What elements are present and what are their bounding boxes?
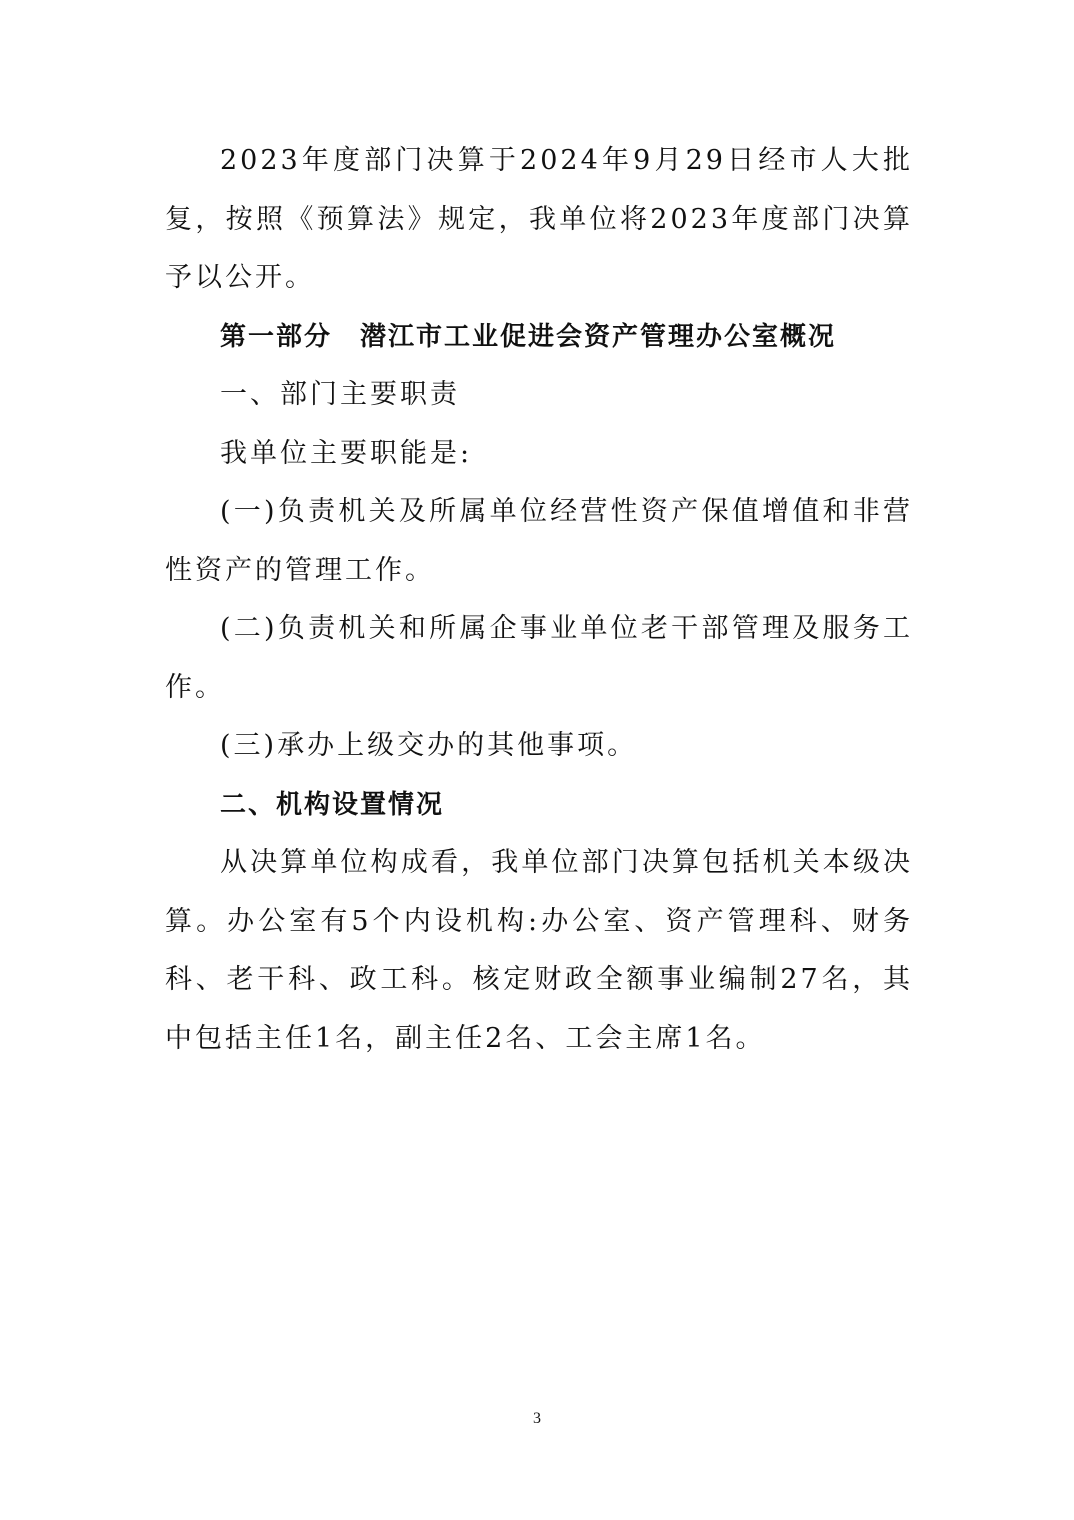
intro-paragraph: 2023年度部门决算于2024年9月29日经市人大批复，按照《预算法》规定，我单位将2023年度部门决算予以公开。 [165, 145, 913, 293]
document-body [165, 132, 913, 1068]
page-number: 3 [533, 1410, 541, 1427]
section1-lead: 我单位主要职能是: [220, 437, 473, 469]
section2-title: 二、机构设置情况 [220, 789, 445, 820]
duty-item-3: (三)承办上级交办的其他事项。 [220, 730, 638, 761]
section2-body: 从决算单位构成看，我单位部门决算包括机关本级决算。办公室有5个内设机构:办公室、资产管理科、财务科、老干科、政工科。核定财政全额事业编制27名，其中包括主任1名，副主任2名、工会主席1名。 [165, 847, 913, 1054]
duty-item-2: (二)负责机关和所属企事业单位老干部管理及服务工作。 [165, 613, 913, 703]
duty-item-1: (一)负责机关及所属单位经营性资产保值增值和非营性资产的管理工作。 [165, 496, 913, 586]
section1-title: 一、部门主要职责 [220, 379, 460, 410]
part-title: 第一部分 潜江市工业促进会资产管理办公室概况 [220, 321, 837, 352]
